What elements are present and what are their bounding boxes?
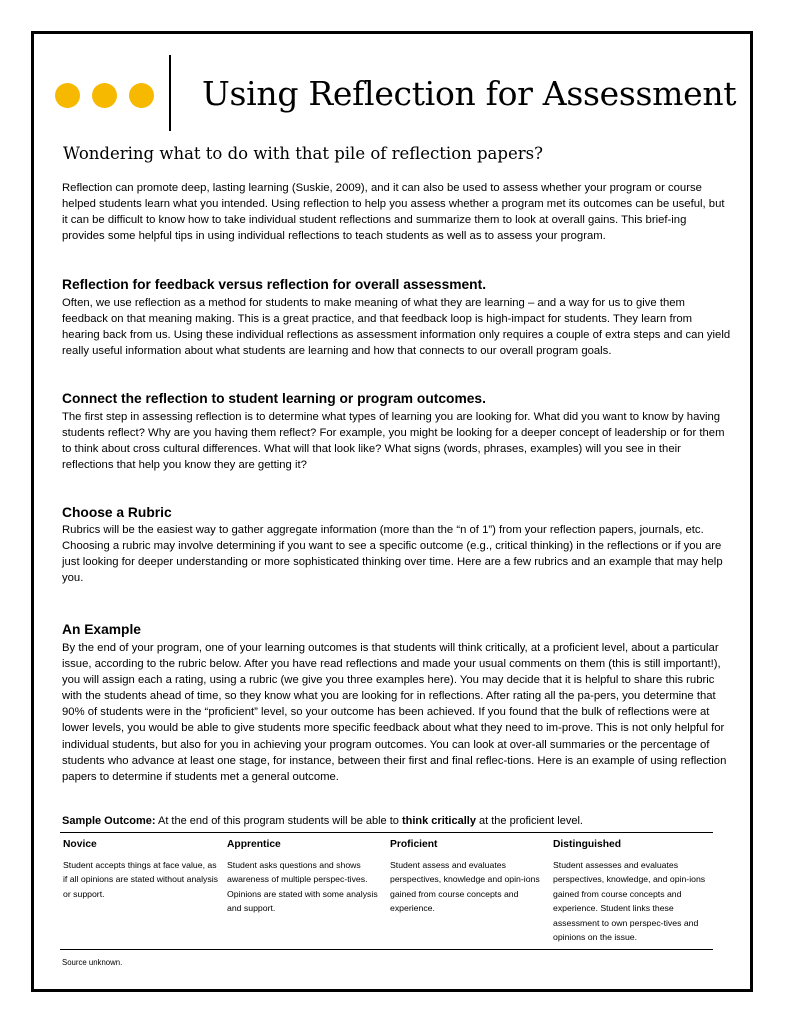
intro-paragraph: Reflection can promote deep, lasting learning (Suskie, 2009), and it can also be used to assess whether your program or course helped students learn what you intended. Using reflection to help you assess whether a program met its outcomes can be useful, but it can be difficult to know how to take individual student reflections and summarize them to look at overall gains. This brief-ing provides some helpful tips in using individual reflections to teach students as well as to assess your program. (62, 182, 725, 243)
page-title: Using Reflection for Assessment (202, 74, 737, 113)
rubric-desc-novice: Student accepts things at face value, as if all opinions are stated without analysis or support. (63, 860, 219, 899)
rubric-top-rule (60, 832, 713, 833)
sample-outcome-label: Sample Outcome: (62, 815, 156, 827)
sample-outcome-text-end: at the proficient level. (479, 815, 583, 827)
rubric-level-apprentice: Apprentice (227, 839, 281, 850)
sample-outcome-text: At the end of this program students will be able to (157, 815, 399, 827)
section-body-rubric: Rubrics will be the easiest way to gather aggregate information (more than the “n of 1”) from your reflection papers, journals, etc. Choosing a rubric may involve determining if you want to see a specific outcome (e.g., critical thinking) in the reflections or if you are just looking for deeper understanding or more sophisticated thinking over time. Here are a few rubrics and an example that may help you. (62, 524, 723, 585)
sample-outcome (62, 813, 583, 829)
section-heading-example: An Example (62, 622, 141, 637)
section-body-connect: The first step in assessing reflection is to determine what types of learning you are looking for. What did you want to know by having students reflect? Why are you having them reflect? For example, you might be looking for a deeper concept of leadership or for them to think about cross cultural differences. What will that look like? What signs (words, phrases, examples) will you see in their reflections that help you know they are getting it? (62, 411, 725, 472)
page-subtitle: Wondering what to do with that pile of reflection papers? (63, 144, 543, 163)
rubric-level-distinguished: Distinguished (553, 839, 622, 850)
section-heading-rubric: Choose a Rubric (62, 505, 172, 520)
rubric-level-proficient: Proficient (390, 839, 438, 850)
dot-icon (92, 83, 117, 108)
rubric-desc-distinguished: Student assesses and evaluates perspectives, knowledge, and opin-ions gained from course concepts and experience. Student links these assessment to own perspec-tives and opinions on the issue. (553, 860, 706, 943)
sample-outcome-emphasis: think critically (401, 815, 476, 827)
rubric-level-novice: Novice (63, 839, 97, 850)
section-body-example: By the end of your program, one of your learning outcomes is that students will think critically, at a proficient level, about a particular issue, according to the rubric below. After you have read reflections and made your usual comments on them (this is still important!), you will assign each a rating, using a rubric (we give you three examples here). You may decide that it is helpful to share this rubric with the students ahead of time, so they know what you are looking for in reflections. After rating all the pa-pers, you determine that 90% of students were in the “proficient” level, so your outcome has been achieved. If you found that the bulk of reflections were at lower levels, you would be able to give students more specific feedback about what they need to im-prove. This is not only helpful for individual students, but also for you in achieving your program outcomes. You can look at over-all summaries or the percentage of students who advance at least one stage, for instance, between their first and final reflec-tions. Here is an example of using reflection papers to determine if students met a general outcome. (62, 642, 727, 783)
section-heading-connect: Connect the reflection to student learning or program outcomes. (62, 391, 486, 406)
section-heading-feedback: Reflection for feedback versus reflection for overall assessment. (62, 277, 487, 292)
section-body-feedback: Often, we use reflection as a method for students to make meaning of what they are learning – and a way for us to give them feedback on that meaning making. This is a great practice, and that feedback loop is high-impact for students. They learn from hearing back from us. Using these individual reflections as assessment information only requires a couple of extra steps and can yield really useful information about what students are learning and how that connects to our overall program goals. (62, 297, 731, 358)
dot-icon (55, 83, 80, 108)
dot-icon (129, 83, 154, 108)
source-note: Source unknown. (62, 958, 123, 967)
rubric-bottom-rule (60, 949, 713, 950)
title-divider (169, 55, 171, 131)
rubric-desc-proficient: Student assess and evaluates perspectives, knowledge and opin-ions gained from course concepts and experience. (390, 860, 540, 914)
rubric-desc-apprentice: Student asks questions and shows awareness of multiple perspec-tives. Opinions are stated with some analysis and support. (227, 860, 378, 914)
